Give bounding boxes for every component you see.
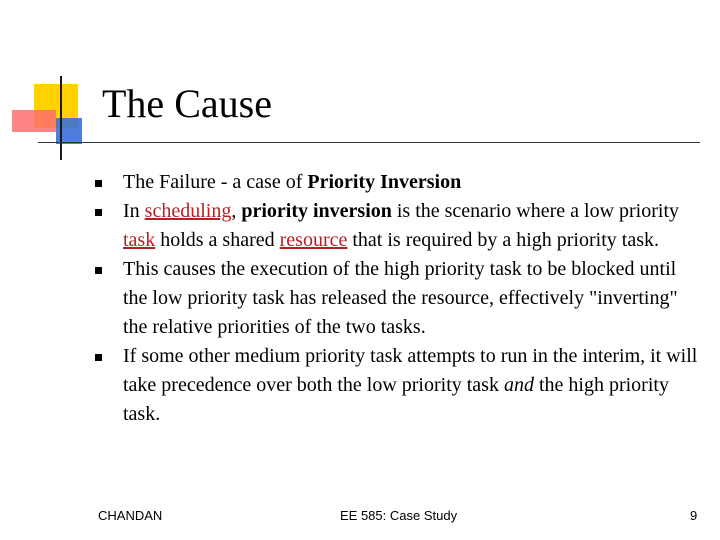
square-bullet-icon: [95, 267, 102, 274]
bold-term: priority inversion: [241, 200, 392, 222]
bullet-item: [94, 255, 704, 342]
bold-term: Priority Inversion: [307, 171, 462, 193]
bullet-item: [94, 197, 704, 255]
bullet-item: [94, 342, 704, 429]
logo-red-square: [12, 110, 56, 132]
hyperlink-resource[interactable]: resource: [279, 229, 348, 251]
logo-vertical-rule: [60, 76, 62, 160]
bullet-item: [94, 168, 704, 197]
bullet-text: This causes the execution of the high priority task to be blocked until the low priority task has released the resource, effectively "inverting" the relative priorities of the two tasks.: [123, 258, 678, 338]
footer-course: EE 585: Case Study: [340, 508, 458, 523]
italic-text: and: [503, 374, 534, 396]
hyperlink-task[interactable]: task: [123, 229, 156, 251]
hyperlink-scheduling[interactable]: scheduling: [144, 200, 232, 222]
bullet-text: is the scenario where a low priority: [391, 200, 680, 222]
bullet-text: the high priority task.: [123, 374, 669, 425]
bullet-text: holds a shared: [155, 229, 280, 251]
square-bullet-icon: [95, 354, 102, 361]
footer-page-number: 9: [690, 508, 698, 523]
bullet-list: [94, 168, 704, 429]
title-underline: [38, 142, 700, 143]
bullet-text: In: [123, 200, 145, 222]
square-bullet-icon: [95, 209, 102, 216]
bullet-text: The Failure - a case of: [123, 171, 308, 193]
square-bullet-icon: [95, 180, 102, 187]
bullet-text: that is required by a high priority task.: [347, 229, 659, 251]
footer-author: CHANDAN: [98, 508, 163, 523]
bullet-text: ,: [231, 200, 242, 222]
bullet-text: If some other medium priority task attempts to run in the interim, it will take precedence over both the low priority task: [123, 345, 698, 396]
slide-title: The Cause: [102, 81, 272, 126]
